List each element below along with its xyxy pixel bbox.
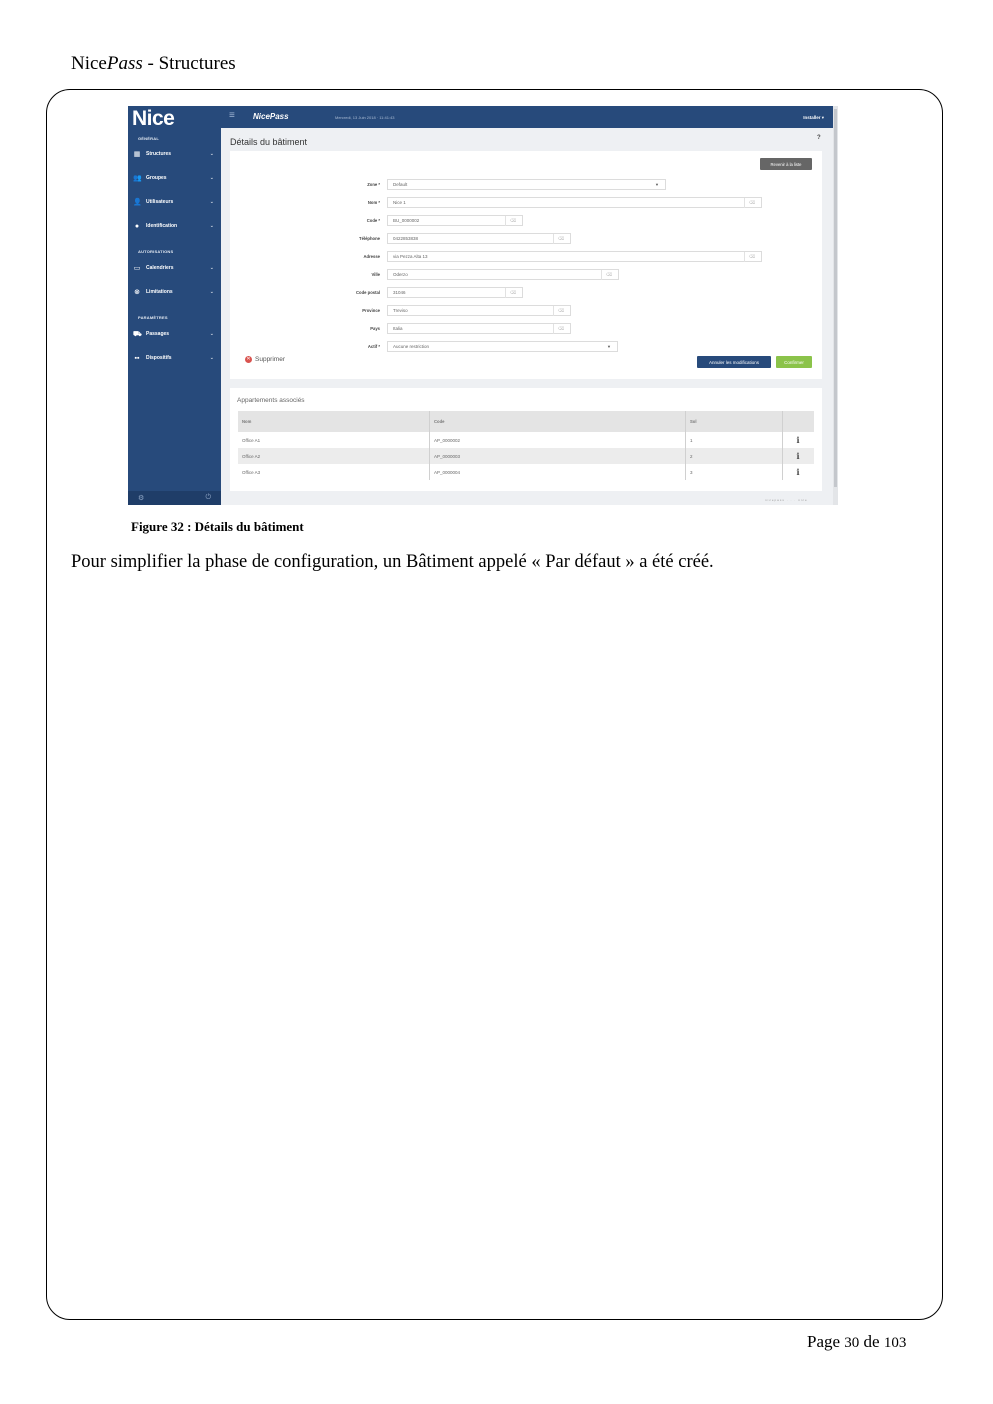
col-sol[interactable]: Sol <box>686 411 783 432</box>
nice-logo: Nice <box>132 107 175 130</box>
cell-code: AP_0000004 <box>430 464 686 480</box>
page-total: 103 <box>883 1335 907 1351</box>
menu-icon[interactable]: ≡ <box>229 110 235 121</box>
adresse-label: Adresse <box>363 254 380 259</box>
form-row-zone <box>230 179 822 191</box>
telephone-input[interactable] <box>387 233 571 244</box>
sidebar-item-limitations[interactable] <box>133 286 217 298</box>
zone-label: Zone * <box>367 182 380 187</box>
code-postal-value: 31046 <box>393 290 406 295</box>
table-row[interactable] <box>238 432 814 448</box>
building-icon: ▦ <box>133 151 141 158</box>
apartments-table <box>238 411 814 480</box>
table-header-row <box>238 411 814 432</box>
sidebar-item-label: Passages <box>146 331 170 337</box>
chevron-down-icon: ⌄ <box>209 199 214 205</box>
cancel-changes-button[interactable]: Annuler les modifications <box>697 356 771 368</box>
page-number <box>807 1332 906 1352</box>
cell-nom: Office A1 <box>242 437 261 443</box>
section-parametres: PARAMÈTRES <box>138 315 168 320</box>
back-to-list-button[interactable]: Revenir à la liste <box>760 158 812 170</box>
clear-icon[interactable]: ⌫ <box>744 198 759 208</box>
form-row-adresse <box>230 251 822 263</box>
col-code[interactable]: Code <box>430 411 686 432</box>
clear-icon[interactable]: ⌫ <box>601 270 616 280</box>
info-icon[interactable]: i <box>783 432 815 448</box>
users-icon: 👥 <box>133 175 142 182</box>
zone-value: Default <box>393 182 408 187</box>
app-screenshot <box>128 106 838 505</box>
apartments-title: Appartements associés <box>237 397 305 404</box>
user-icon: 👤 <box>133 199 142 206</box>
info-icon[interactable]: i <box>783 448 815 464</box>
sidebar-footer <box>128 491 221 505</box>
chevron-down-icon: ⌄ <box>209 265 214 271</box>
sidebar-item-label: Utilisateurs <box>146 199 174 205</box>
header-italic: Pass <box>106 53 143 74</box>
page-title: Détails du bâtiment <box>230 137 308 147</box>
sidebar-item-label: Identification <box>146 223 178 229</box>
sidebar-item-utilisateurs[interactable] <box>133 196 217 208</box>
sidebar-item-identification[interactable] <box>133 220 217 232</box>
pays-value: Italia <box>393 326 403 331</box>
cell-code: AP_0000003 <box>430 448 686 464</box>
header-prefix: Nice <box>71 53 107 74</box>
adresse-input[interactable] <box>387 251 762 262</box>
page-de: de <box>859 1332 884 1351</box>
form-row-actif <box>230 341 822 353</box>
limit-icon: ⊗ <box>134 289 140 296</box>
cell-sol: 2 <box>686 448 783 464</box>
table-row[interactable] <box>238 464 814 480</box>
chevron-down-icon: ⌄ <box>209 223 214 229</box>
code-label: Code * <box>366 218 380 223</box>
help-icon[interactable]: ? <box>817 135 821 141</box>
adresse-value: via Pezza Alta 13 <box>393 254 428 259</box>
province-label: Province <box>362 308 380 313</box>
pays-input[interactable] <box>387 323 571 334</box>
header-suffix: - Structures <box>142 53 236 74</box>
province-value: Treviso <box>393 308 408 313</box>
cell-code: AP_0000002 <box>430 432 686 448</box>
apartments-card <box>230 388 822 491</box>
figure-caption: Figure 32 : Détails du bâtiment <box>131 519 304 534</box>
sidebar-item-groupes[interactable] <box>133 172 217 184</box>
ville-label: Ville <box>371 272 380 277</box>
delete-button[interactable] <box>245 356 285 363</box>
devices-icon: ▪▪ <box>134 354 140 362</box>
sidebar-item-label: Calendriers <box>146 265 174 271</box>
code-postal-input[interactable] <box>387 287 523 298</box>
chevron-down-icon: ⌄ <box>209 151 214 157</box>
sidebar <box>128 106 221 505</box>
sidebar-item-label: Dispositifs <box>146 355 172 361</box>
car-icon: ⛟ <box>133 330 142 338</box>
cell-sol: 3 <box>686 464 783 480</box>
form-row-code-postal <box>230 287 822 299</box>
code-postal-label: Code postal <box>356 290 380 295</box>
form-row-code <box>230 215 822 227</box>
section-general: GÉNÉRAL <box>138 136 159 141</box>
cell-nom: Office A2 <box>238 448 430 464</box>
sidebar-item-passages[interactable] <box>133 328 217 340</box>
sidebar-item-label: Groupes <box>146 175 167 181</box>
nom-input[interactable] <box>387 197 762 208</box>
ville-value: Oderzo <box>393 272 408 277</box>
calendar-icon: ▭ <box>133 265 141 272</box>
info-icon[interactable]: i <box>783 464 815 480</box>
scrollbar-thumb[interactable] <box>834 109 837 487</box>
building-form-card <box>230 151 822 379</box>
confirm-button[interactable]: Confirmer <box>776 356 812 368</box>
id-icon: ● <box>134 222 140 230</box>
chevron-down-icon: ⌄ <box>209 355 214 361</box>
cell-sol: 1 <box>686 432 783 448</box>
app-brand: NicePass <box>253 112 289 121</box>
document-header <box>71 53 236 75</box>
sidebar-item-structures[interactable] <box>133 148 217 160</box>
table-row[interactable] <box>238 448 814 464</box>
clear-icon[interactable]: ⌫ <box>505 216 520 226</box>
ville-input[interactable] <box>387 269 619 280</box>
user-menu[interactable]: Installer ▾ <box>803 115 824 120</box>
telephone-value: 0422853838 <box>393 236 419 241</box>
top-bar <box>221 106 833 128</box>
screenshot-footer: nicepass · · · nice <box>765 498 808 502</box>
clear-icon[interactable]: ⌫ <box>553 306 568 316</box>
form-row-province <box>230 305 822 317</box>
clear-icon[interactable]: ⌫ <box>744 252 759 262</box>
date-time: Mercredi, 13 Juin 2018 · 11:41:43 <box>335 115 395 120</box>
province-input[interactable] <box>387 305 571 316</box>
form-row-pays <box>230 323 822 335</box>
actif-select[interactable] <box>387 341 618 352</box>
page-current: 30 <box>844 1335 860 1351</box>
body-paragraph: Pour simplifier la phase de configuration, un Bâtiment appelé « Par défaut » a été créé. <box>71 552 714 572</box>
clear-icon[interactable]: ⌫ <box>505 288 520 298</box>
form-row-ville <box>230 269 822 281</box>
chevron-down-icon: ⌄ <box>209 331 214 337</box>
form-row-nom <box>230 197 822 209</box>
col-nom[interactable]: Nom <box>238 411 430 432</box>
scrollbar[interactable] <box>833 106 838 505</box>
clear-icon[interactable]: ⌫ <box>553 234 568 244</box>
chevron-down-icon: ⌄ <box>209 289 214 295</box>
caret-down-icon: ▼ <box>655 182 659 187</box>
caret-down-icon: ▼ <box>607 344 611 349</box>
sidebar-item-label: Limitations <box>146 289 173 295</box>
col-actions <box>783 411 815 432</box>
chevron-down-icon: ⌄ <box>209 175 214 181</box>
code-value: BU_0000002 <box>393 218 420 223</box>
power-icon[interactable]: ⏻ <box>205 494 211 501</box>
form-row-telephone <box>230 233 822 245</box>
sidebar-item-label: Structures <box>146 151 172 157</box>
section-autorisations: AUTORISATIONS <box>138 249 174 254</box>
clear-icon[interactable]: ⌫ <box>553 324 568 334</box>
nom-label: Nom * <box>367 200 380 205</box>
delete-icon: ✕ <box>246 356 251 362</box>
settings-icon[interactable]: ⚙ <box>138 495 145 502</box>
telephone-label: Téléphone <box>359 236 380 241</box>
zone-select[interactable] <box>387 179 666 190</box>
sidebar-item-dispositifs[interactable] <box>133 352 217 364</box>
nom-value: Nice 1 <box>393 200 406 205</box>
actif-value: Aucune restriction <box>393 344 430 349</box>
actif-label: Actif * <box>367 344 380 349</box>
page-label: Page <box>807 1332 845 1351</box>
cell-nom: Office A3 <box>242 469 261 475</box>
code-input[interactable] <box>387 215 523 226</box>
delete-label: Supprimer <box>255 356 285 363</box>
pays-label: Pays <box>370 326 380 331</box>
sidebar-item-calendriers[interactable] <box>133 262 217 274</box>
